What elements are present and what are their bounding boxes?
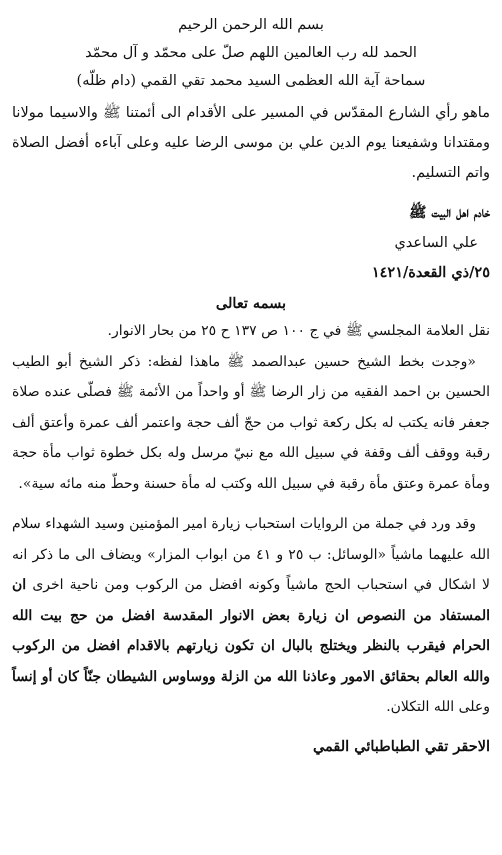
ruling-bold-text: ان المستفاد من النصوص ان زيارة بعض الانوار المقدسة افضل من حج بيت الله الحرام فيقرب بالنظر ويختلج بالبال ان تكون زيارتهم بالاقدام افضل من الركوب والله العالم بحقائق الامور وعاذنا الله من الزلة ووساوس الشيطان جنّاً كان أو إنساً: [12, 577, 490, 685]
questioner-title: خادم اهل البيت ﷺ: [408, 204, 490, 221]
questioner-signature: [12, 198, 490, 288]
ruling-normal-text: وقد ورد في جملة من الروايات استحباب زيارة امير المؤمنين وسيد الشهداء سلام الله عليهما ماشياً «الوسائل: ب ٢٥ و ٤١ من ابواب المزار» ويضاف الى ما ذكر انه لا اشكال في استحباب الحج ماشياً وكونه افضل من الركوب ومن ناحية اخرى: [12, 516, 490, 593]
scholar-signature: الاحقر تقي الطباطبائي القمي: [312, 737, 490, 755]
bismillah-line: بسم الله الرحمن الرحيم: [178, 17, 324, 33]
ruling-closing-text: وعلى الله التكلان.: [386, 699, 490, 715]
answer-ruling-paragraph: [12, 509, 490, 723]
addressee-line: سماحة آية الله العظمى السيد محمد تقي القمي (دام ظلّه): [76, 73, 426, 89]
answer-quoted-narration: «وجدت بخط الشيخ حسين عبدالصمد ﷺ ماهذا لفظه: ذكر الشيخ أبو الطيب الحسين بن احمد الفقيه من زار الرضا ﷺ أو واحداً من الأئمة ﷺ فصلّى عنده صلاة جعفر فانه يكتب له بكل ركعة ثواب من حجّ ألف حجة واعتمر ألف عمرة وأعتق ألف رقبة ووقف ألف وقفة في سبيل الله مع نبيّ مرسل وله بكل خطوة ثواب مأة حجة ومأة عمرة وعتق مأة رقبة في سبيل الله وكتب له مأة حسنة وحطّ منه مائه سية».: [12, 353, 491, 492]
answer-heading: بسمه تعالى: [215, 295, 287, 312]
question-text: ماهو رأي الشارع المقدّس في المسير على الأقدام الى أئمتنا ﷺ والاسيما مولانا ومقتدانا وشفيعنا يوم الدين علي بن موسى الرضا عليه وعلى آباءه أفضل الصلاة واتم التسليم.: [12, 105, 490, 181]
hamd-line: الحمد لله رب العالمين اللهم صلّ على محمّد و آل محمّد: [85, 45, 417, 61]
question-date: ٢٥/ذي القعدة/١٤٢١: [371, 264, 490, 281]
answer-source-citation: نقل العلامة المجلسي ﷺ في ج ١٠٠ ص ١٣٧ ح ٢٥ من بحار الانوار.: [107, 323, 490, 339]
questioner-name: علي الساعدي: [394, 235, 478, 251]
